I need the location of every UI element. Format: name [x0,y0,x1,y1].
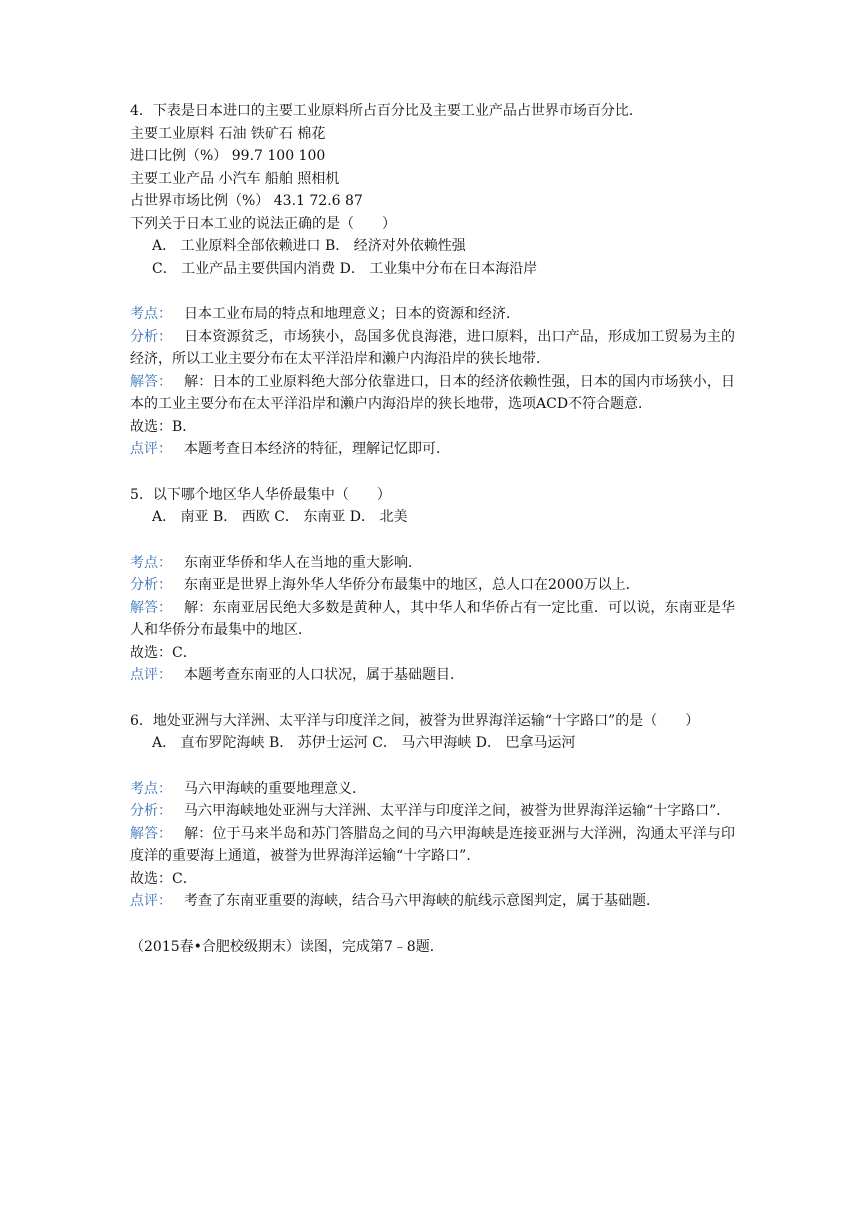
q6-fenxi [130,800,735,823]
kaodian-text: 东南亚华侨和华人在当地的重大影响． [184,554,422,571]
q4-jieda [130,371,735,416]
jieda-label: 解答： [130,599,172,616]
q5-stem: 5．以下哪个地区华人华侨最集中（ ） [130,486,391,503]
q5-jieda [130,597,735,642]
q5-dianping [130,664,735,687]
jieda-label: 解答： [130,825,172,842]
q4-options-row: A． 工业原料全部依赖进口 B． 经济对外依赖性强 [152,238,466,254]
q4-question: 下列关于日本工业的说法正确的是（ ） [130,215,396,232]
jieda-text: 解：日本的工业原料绝大部分依靠进口，日本的经济依赖性强，日本的国内市场狭小，日本的工业主要分布在太平洋沿岸和濑户内海沿岸的狭长地带，选项ACD不符合题意． [130,373,735,412]
fenxi-label: 分析： [130,577,172,593]
jieda-text: 解：东南亚居民绝大多数是黄种人，其中华人和华侨占有一定比重．可以说，东南亚是华人和华侨分布最集中的地区． [130,599,735,638]
jieda-text: 解：位于马来半岛和苏门答腊岛之间的马六甲海峡是连接亚洲与大洋洲，沟通太平洋与印度洋的重要海上通道，被誉为世界海洋运输“十字路口”． [130,825,735,864]
q5-fenxi [130,574,735,597]
kaodian-text: 马六甲海峡的重要地理意义． [184,780,366,797]
q4-table-row: 主要工业原料 石油 铁矿石 棉花 [130,125,326,142]
q4-stem: 4．下表是日本进口的主要工业原料所占百分比及主要工业产品占世界市场百分比． [130,103,643,119]
q4-kaodian [130,303,735,326]
q6-kaodian [130,778,735,801]
document-page [130,100,735,958]
q4-answer: 故选：B． [130,418,197,435]
dianping-label: 点评： [130,441,172,457]
dianping-text: 考查了东南亚重要的海峡，结合马六甲海峡的航线示意图判定，属于基础题． [184,893,660,909]
fenxi-label: 分析： [130,328,172,345]
q6-options-row: A． 直布罗陀海峡 B． 苏伊士运河 C． 马六甲海峡 D． 巴拿马运河 [152,735,576,751]
q5-options-row: A． 南亚 B． 西欧 C． 东南亚 D． 北美 [152,509,408,525]
dianping-text: 本题考查日本经济的特征，理解记忆即可． [184,441,450,457]
q4-fenxi [130,326,735,371]
kaodian-label: 考点： [130,780,172,797]
q5-answer: 故选：C． [130,644,197,661]
q6-dianping [130,890,735,913]
footer-instruction: （2015春•合肥校级期末）读图，完成第7﹣8题． [130,938,444,955]
q6-stem: 6．地处亚洲与大洋洲、太平洋与印度洋之间，被誉为世界海洋运输“十字路口”的是（ ） [130,712,700,729]
jieda-label: 解答： [130,373,172,390]
kaodian-label: 考点： [130,306,172,322]
q4-table-row: 主要工业产品 小汽车 船舶 照相机 [130,170,340,187]
q4-table-row: 占世界市场比例（%） 43.1 72.6 87 [130,193,363,209]
kaodian-label: 考点： [130,554,172,571]
q6-answer: 故选：C． [130,870,197,887]
fenxi-text: 东南亚是世界上海外华人华侨分布最集中的地区，总人口在2000万以上． [184,577,640,593]
q5-kaodian [130,552,735,575]
dianping-text: 本题考查东南亚的人口状况，属于基础题目． [184,667,464,683]
q4-dianping [130,438,735,461]
dianping-label: 点评： [130,893,172,909]
dianping-label: 点评： [130,667,172,683]
q4-table-row: 进口比例（%） 99.7 100 100 [130,148,326,164]
fenxi-text: 马六甲海峡地处亚洲与大洋洲、太平洋与印度洋之间，被誉为世界海洋运输“十字路口”． [184,803,731,819]
q4-options-row: C． 工业产品主要供国内消费 D． 工业集中分布在日本海沿岸 [152,260,538,277]
fenxi-text: 日本资源贫乏，市场狭小，岛国多优良海港，进口原料，出口产品，形成加工贸易为主的经济，所以工业主要分布在太平洋沿岸和濑户内海沿岸的狭长地带． [130,328,735,367]
q6-jieda [130,823,735,868]
kaodian-text: 日本工业布局的特点和地理意义；日本的资源和经济． [184,306,520,322]
fenxi-label: 分析： [130,803,172,819]
